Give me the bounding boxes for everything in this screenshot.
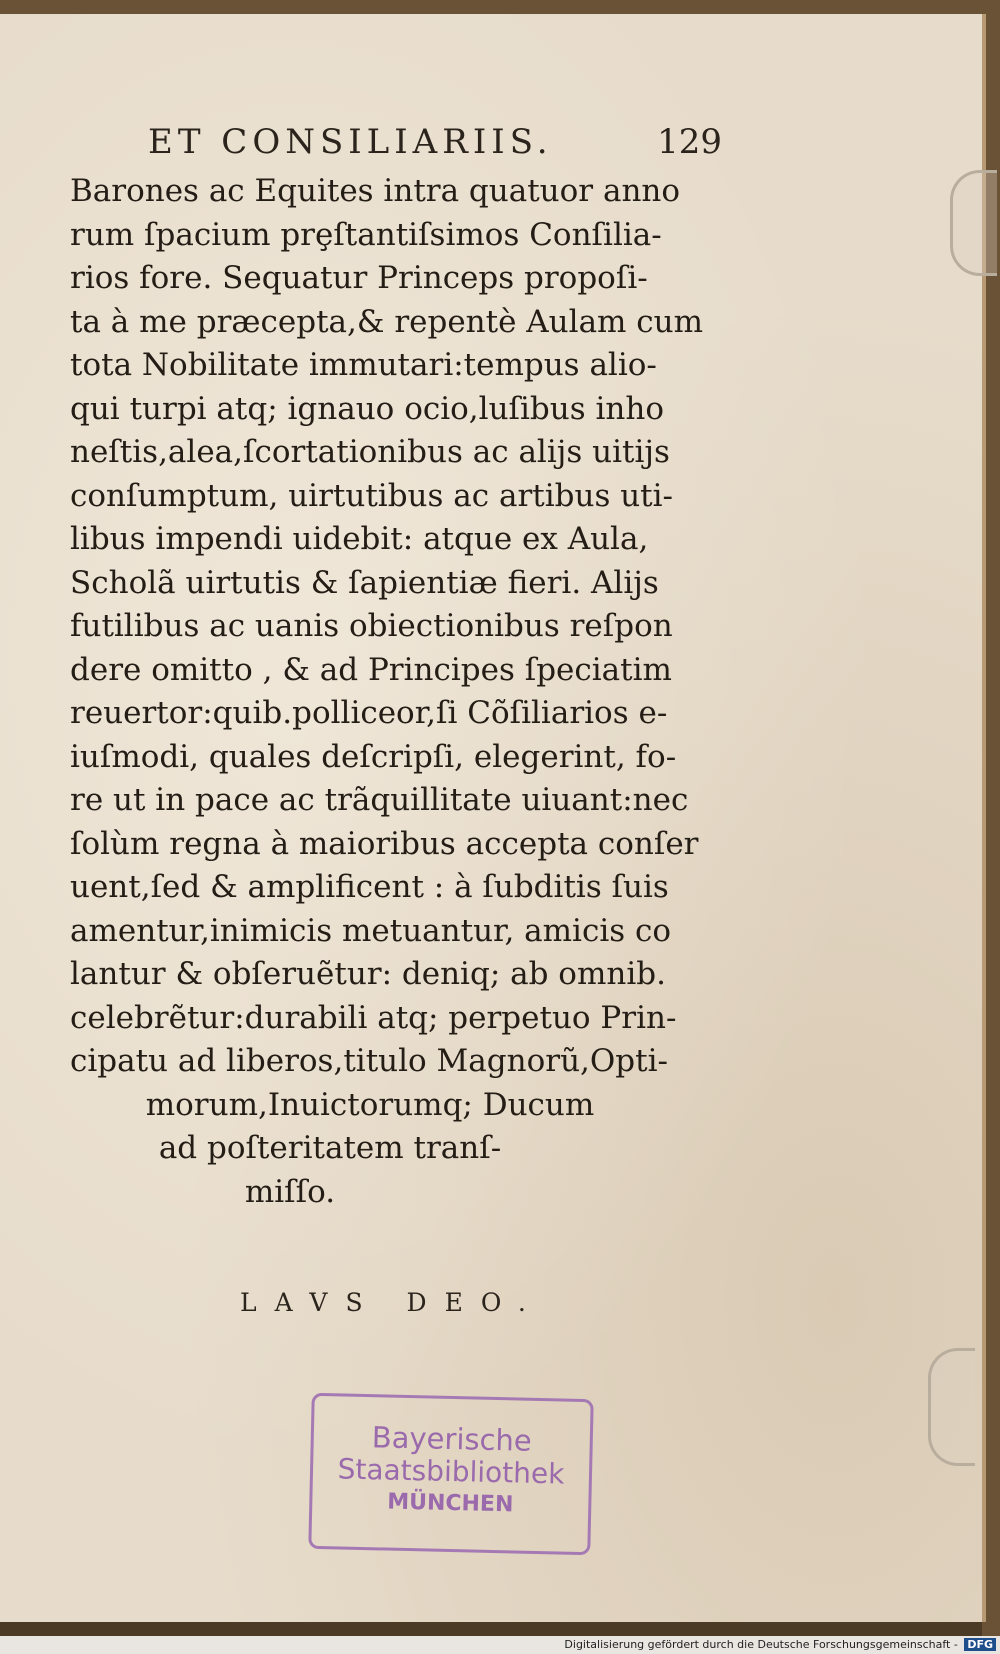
text-line: lantur & obſeruẽtur: deniq; ab omnib. — [70, 956, 666, 992]
text-line: celebrẽtur:durabili atq; perpetuo Prin- — [70, 999, 677, 1036]
text-line: re ut in pace ac trãquillitate uiuant:nec — [70, 782, 689, 818]
running-head: ET CONSILIARIIS. — [148, 122, 553, 162]
page-number: 129 — [657, 122, 722, 162]
body-text — [70, 170, 730, 1214]
page-clip-top — [950, 170, 997, 276]
stamp-line: Staatsbibliothek — [337, 1452, 565, 1491]
text-line: reuertor:quib.polliceor,ſi Cõſiliarios e- — [70, 695, 668, 731]
stamp-line: Bayerische — [371, 1420, 533, 1458]
text-line: futilibus ac uanis obiectionibus reſpon — [70, 608, 673, 644]
page-clip-bottom — [928, 1348, 975, 1466]
colophon: LAVS DEO. — [240, 1288, 544, 1317]
text-line: ta à me præcepta,& repentè Aulam cum — [70, 303, 704, 340]
text-line: tota Nobilitate immutari:tempus alio- — [70, 347, 657, 383]
dfg-logo: DFG — [964, 1638, 996, 1651]
text-line: rios fore. Sequatur Princeps propoſi- — [70, 260, 648, 296]
text-line-taper: ad poſteritatem tranſ- — [158, 1130, 502, 1166]
text-line: uent,ſed & amplificent : à ſubditis ſuis — [70, 869, 669, 905]
text-line-taper: morum,Inuictorumq; Ducum — [145, 1086, 595, 1123]
text-line: Barones ac Equites intra quatuor anno — [70, 173, 681, 209]
text-line: rum ſpacium prȩſtantiſsimos Conſilia- — [70, 216, 662, 253]
text-line-taper: miſſo. — [244, 1173, 336, 1210]
text-line: libus impendi uidebit: atque ex Aula, — [70, 521, 649, 557]
text-line: iuſmodi, quales deſcripſi, elegerint, fo- — [70, 738, 677, 775]
page-header — [148, 118, 722, 170]
text-line: Scholã uirtutis & ſapientiæ fieri. Aliјs — [70, 564, 659, 601]
page-bottom-edge — [0, 1622, 982, 1636]
credit-text: Digitalisierung gefördert durch die Deutsche Forschungsgemeinschaft - — [564, 1638, 958, 1651]
text-line: cipatu ad liberos,titulo Magnorũ,Opti- — [70, 1043, 668, 1079]
text-line: ſolùm regna à maioribus accepta conſer — [70, 825, 699, 862]
text-line: qui turpi atq; ignauo ocio,luſibus inho — [70, 390, 665, 427]
library-stamp — [308, 1393, 593, 1555]
text-line: amentur,inimicis metuantur, amicis co — [70, 912, 672, 949]
text-line: neſtis,alea,ſcortationibus ac aliјs uitiјs — [70, 434, 670, 470]
digitization-credit — [564, 1638, 996, 1651]
text-line: dere omitto , & ad Principes ſpeciatim — [70, 651, 672, 688]
text-line: conſumptum, uirtutibus ac artibus uti- — [70, 477, 674, 514]
stamp-line: MÜNCHEN — [386, 1489, 514, 1518]
